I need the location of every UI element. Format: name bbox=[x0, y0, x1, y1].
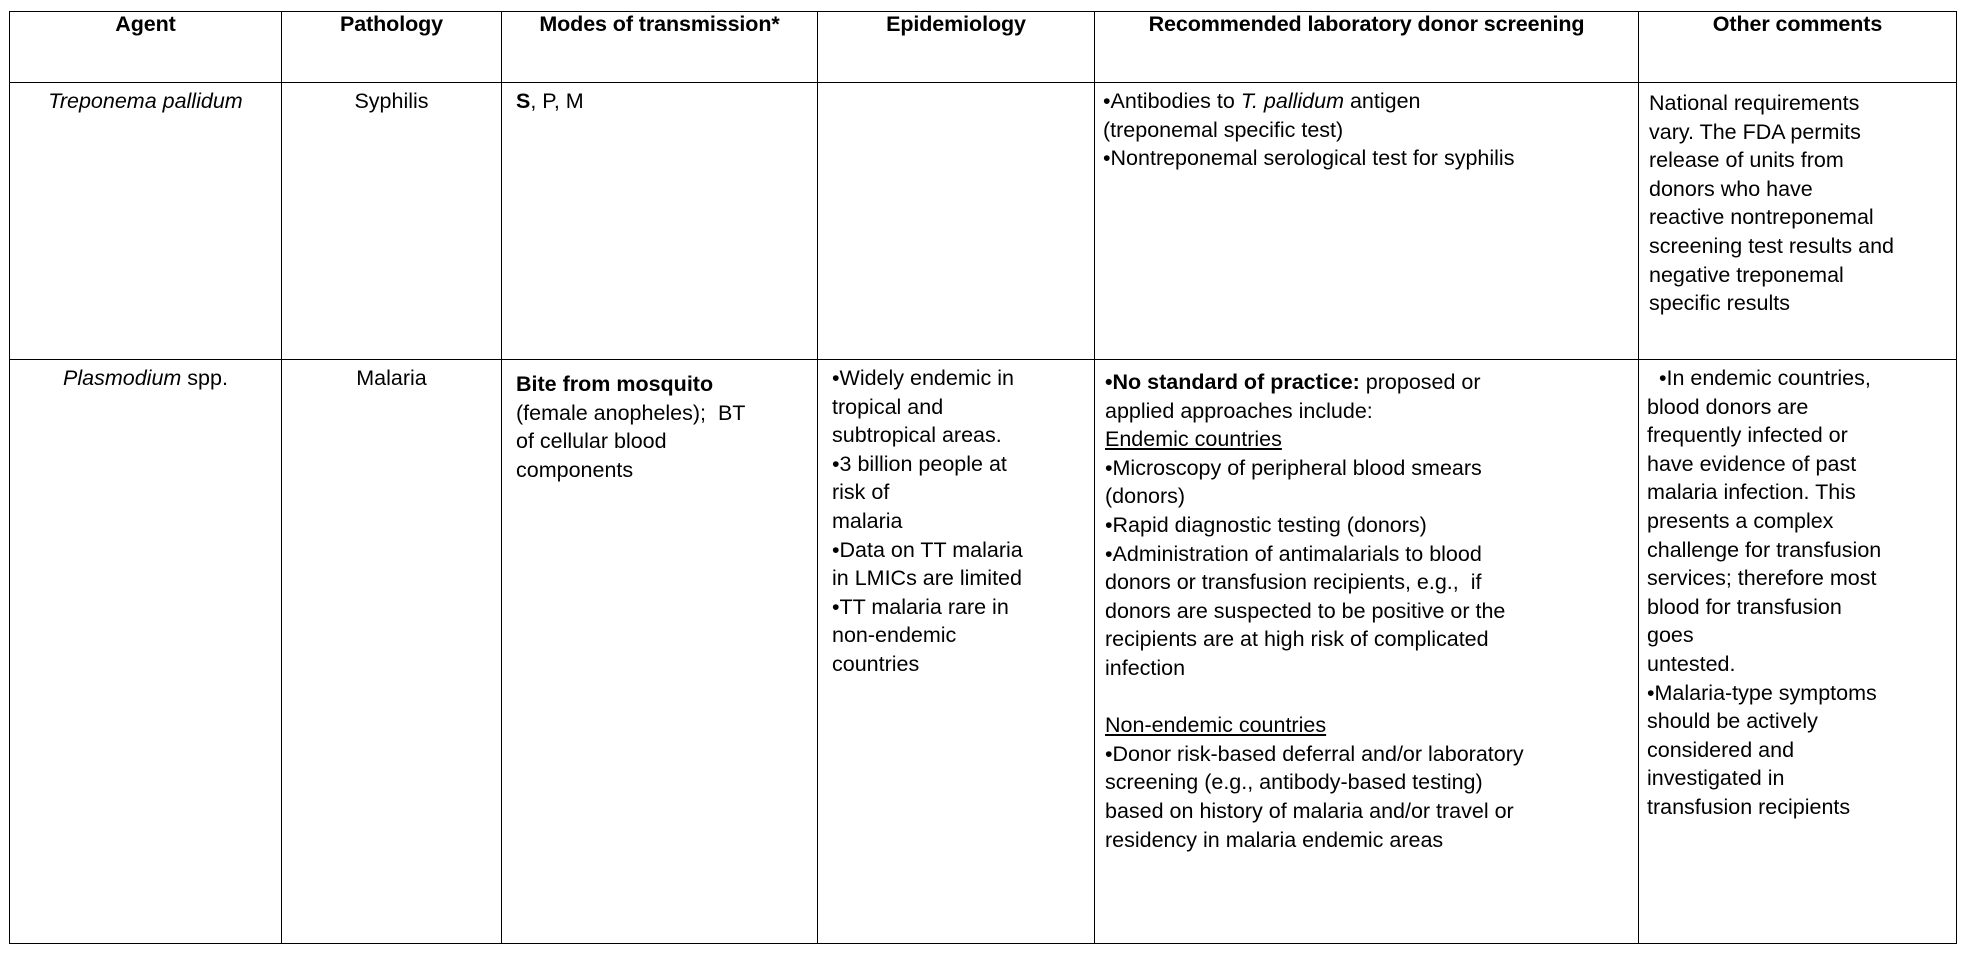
transmission-primary: S bbox=[516, 89, 531, 113]
screening-line: applied approaches include: bbox=[1105, 398, 1373, 423]
comment-line: goes bbox=[1647, 623, 1694, 648]
comment-line: •In endemic countries, bbox=[1647, 366, 1871, 390]
screening-line-1 bbox=[1103, 87, 1630, 116]
screening-line: •Administration of antimalarials to blood bbox=[1105, 541, 1482, 566]
screening-line: residency in malaria endemic areas bbox=[1105, 827, 1444, 852]
comment-line: should be actively bbox=[1647, 709, 1818, 734]
pathology-value: Syphilis bbox=[354, 89, 429, 113]
epidemiology-line: •TT malaria rare in bbox=[832, 594, 1009, 619]
comment-line: National requirements bbox=[1649, 91, 1860, 115]
comment-line: challenge for transfusion bbox=[1647, 537, 1882, 562]
column-header-recommended-laboratory-donor-screening: Recommended laboratory donor screening bbox=[1095, 12, 1639, 83]
agent-name-italic: Plasmodium bbox=[63, 366, 182, 390]
table-header-row bbox=[10, 12, 1957, 83]
cell-pathology bbox=[282, 83, 502, 360]
screening-subheading-endemic: Endemic countries bbox=[1105, 427, 1282, 452]
cell-other-comments bbox=[1639, 83, 1957, 360]
comment-line: services; therefore most bbox=[1647, 566, 1877, 591]
transmission-line: of cellular blood bbox=[516, 429, 667, 454]
comment-line: blood for transfusion bbox=[1647, 594, 1842, 619]
epidemiology-line: subtropical areas. bbox=[832, 423, 1002, 448]
screening-subheading-non-endemic: Non-endemic countries bbox=[1105, 713, 1327, 738]
cell-recommended-screening bbox=[1095, 83, 1639, 360]
column-header-other-comments: Other comments bbox=[1639, 12, 1957, 83]
agent-name-suffix: spp. bbox=[181, 366, 228, 390]
epidemiology-line: countries bbox=[832, 651, 920, 676]
screening-line: •Donor risk-based deferral and/or laboratory bbox=[1105, 741, 1524, 766]
column-header-pathology: Pathology bbox=[282, 12, 502, 83]
comment-line: specific results bbox=[1649, 291, 1790, 316]
table-header bbox=[10, 12, 1957, 83]
agent-name-italic: Treponema pallidum bbox=[48, 89, 243, 113]
comment-line: frequently infected or bbox=[1647, 423, 1848, 448]
transmission-primary: Bite from mosquito bbox=[516, 372, 714, 396]
screening-line-1-organism: T. pallidum bbox=[1240, 89, 1344, 113]
epidemiology-line: risk of bbox=[832, 480, 890, 505]
comment-line: •Malaria-type symptoms bbox=[1647, 680, 1877, 705]
cell-recommended-screening bbox=[1095, 360, 1639, 944]
table-row bbox=[10, 83, 1957, 360]
epidemiology-line: in LMICs are limited bbox=[832, 566, 1022, 591]
comment-line: transfusion recipients bbox=[1647, 794, 1851, 819]
comment-line: blood donors are bbox=[1647, 394, 1809, 419]
comment-line: investigated in bbox=[1647, 766, 1785, 791]
table-row bbox=[10, 360, 1957, 944]
screening-heading-bold: •No standard of practice: bbox=[1105, 370, 1360, 394]
cell-epidemiology bbox=[818, 83, 1095, 360]
screening-spacer bbox=[1105, 683, 1628, 712]
screening-line: (donors) bbox=[1105, 484, 1186, 509]
comment-line: malaria infection. This bbox=[1647, 480, 1856, 505]
transmission-secondary: , P, M bbox=[530, 89, 584, 113]
epidemiology-line: malaria bbox=[832, 508, 903, 533]
transmission-line: (female anopheles); BT bbox=[516, 400, 746, 425]
comment-line: release of units from bbox=[1649, 148, 1844, 173]
screening-line: infection bbox=[1105, 655, 1186, 680]
comment-line: have evidence of past bbox=[1647, 451, 1857, 476]
screening-line-3: •Nontreponemal serological test for syphilis bbox=[1103, 146, 1515, 171]
screening-line-1-part-c: antigen bbox=[1344, 89, 1421, 113]
cell-modes-of-transmission bbox=[502, 360, 818, 944]
comment-line: donors who have bbox=[1649, 176, 1813, 201]
column-header-epidemiology: Epidemiology bbox=[818, 12, 1095, 83]
screening-line: donors or transfusion recipients, e.g., if bbox=[1105, 570, 1482, 595]
cell-modes-of-transmission bbox=[502, 83, 818, 360]
comment-line: vary. The FDA permits bbox=[1649, 119, 1861, 144]
epidemiology-line: •Widely endemic in bbox=[832, 366, 1014, 390]
screening-line: screening (e.g., antibody-based testing) bbox=[1105, 770, 1483, 795]
epidemiology-line: tropical and bbox=[832, 394, 944, 419]
cell-pathology bbox=[282, 360, 502, 944]
screening-line-1-part-a: •Antibodies to bbox=[1103, 89, 1241, 113]
comment-line: considered and bbox=[1647, 737, 1795, 762]
comment-line: untested. bbox=[1647, 651, 1736, 676]
screening-line-2: (treponemal specific test) bbox=[1103, 117, 1344, 142]
column-header-modes-of-transmission: Modes of transmission* bbox=[502, 12, 818, 83]
comment-line: negative treponemal bbox=[1649, 262, 1844, 287]
epidemiology-line: •Data on TT malaria bbox=[832, 537, 1023, 562]
cell-other-comments bbox=[1639, 360, 1957, 944]
column-header-agent: Agent bbox=[10, 12, 282, 83]
cell-agent bbox=[10, 360, 282, 944]
pathology-value: Malaria bbox=[356, 366, 427, 390]
screening-line: recipients are at high risk of complicated bbox=[1105, 627, 1489, 652]
screening-heading-line bbox=[1105, 368, 1628, 397]
transfusion-transmitted-infections-table bbox=[9, 11, 1957, 944]
screening-line: donors are suspected to be positive or the bbox=[1105, 598, 1506, 623]
table-body bbox=[10, 83, 1957, 944]
screening-line: •Rapid diagnostic testing (donors) bbox=[1105, 512, 1427, 537]
cell-agent bbox=[10, 83, 282, 360]
comment-line: screening test results and bbox=[1649, 233, 1894, 258]
screening-line: •Microscopy of peripheral blood smears bbox=[1105, 455, 1482, 480]
epidemiology-line: non-endemic bbox=[832, 623, 957, 648]
screening-line: based on history of malaria and/or travel or bbox=[1105, 798, 1514, 823]
comment-line: presents a complex bbox=[1647, 508, 1834, 533]
cell-epidemiology bbox=[818, 360, 1095, 944]
transmission-line: components bbox=[516, 457, 634, 482]
screening-heading-rest: proposed or bbox=[1359, 370, 1481, 394]
comment-line: reactive nontreponemal bbox=[1649, 205, 1874, 230]
epidemiology-line: •3 billion people at bbox=[832, 451, 1007, 476]
